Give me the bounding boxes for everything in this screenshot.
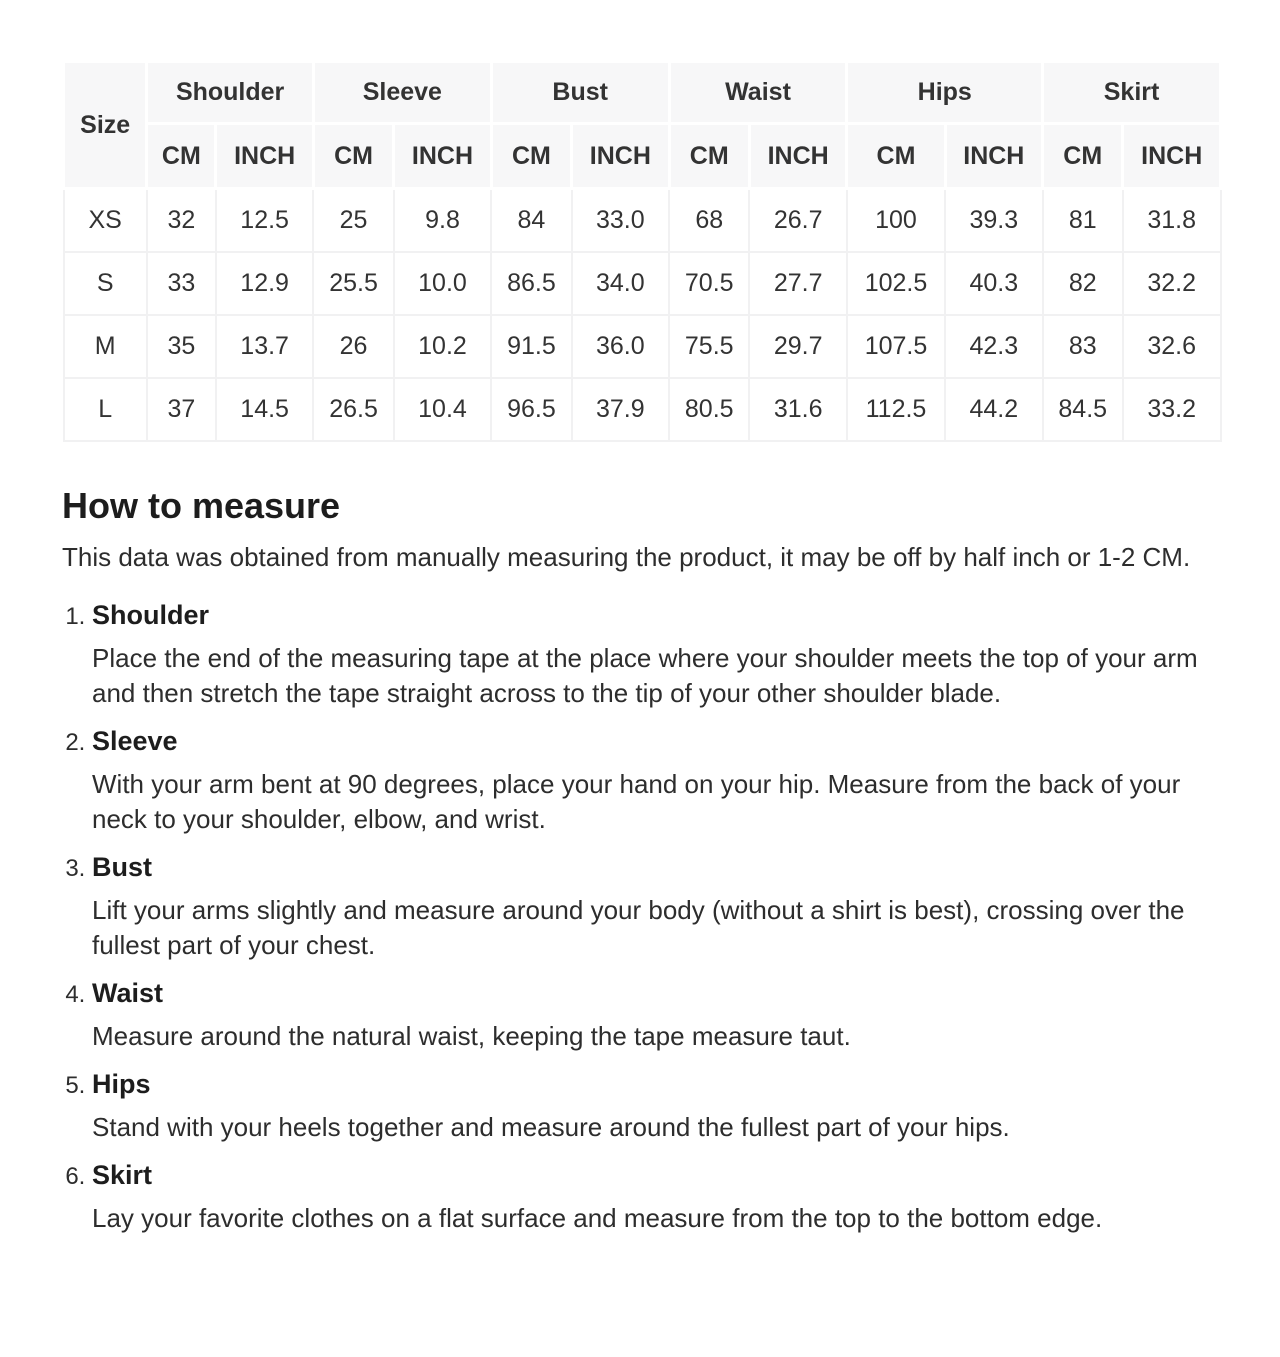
measurement-cell: 25.5 <box>313 252 393 315</box>
instruction-text: Stand with your heels together and measure around the fullest part of your hips. <box>92 1111 1010 1142</box>
instruction-item <box>92 975 1222 1054</box>
measurement-cell: 33 <box>147 252 216 315</box>
measurement-cell: 33.2 <box>1123 378 1221 441</box>
intro-text: This data was obtained from manually measuring the product, it may be off by half inch or 1-2 CM. <box>62 541 1191 572</box>
size-cell: XS <box>64 189 147 252</box>
measurement-cell: 36.0 <box>572 315 670 378</box>
unit-header-cm: CM <box>313 124 393 189</box>
measurement-cell: 44.2 <box>945 378 1043 441</box>
size-cell: L <box>64 378 147 441</box>
unit-header-inch: INCH <box>216 124 314 189</box>
measurement-cell: 26.5 <box>313 378 393 441</box>
unit-header-inch: INCH <box>1123 124 1221 189</box>
measurement-cell: 25 <box>313 189 393 252</box>
table-row <box>64 378 1221 441</box>
units-header-row <box>64 124 1221 189</box>
instruction-item <box>92 723 1222 837</box>
column-header-hips: Hips <box>847 62 1043 124</box>
measurement-cell: 40.3 <box>945 252 1043 315</box>
unit-header-inch: INCH <box>394 124 492 189</box>
column-header-bust: Bust <box>491 62 669 124</box>
table-row <box>64 315 1221 378</box>
measurement-cell: 70.5 <box>669 252 749 315</box>
measurement-cell: 32.6 <box>1123 315 1221 378</box>
measurement-cell: 81 <box>1043 189 1123 252</box>
table-row <box>64 189 1221 252</box>
measurement-cell: 12.5 <box>216 189 314 252</box>
measurement-cell: 10.2 <box>394 315 492 378</box>
measurement-cell: 86.5 <box>491 252 571 315</box>
measurement-cell: 84.5 <box>1043 378 1123 441</box>
instruction-title: 1. Shoulder <box>92 599 210 630</box>
column-header-skirt: Skirt <box>1043 62 1221 124</box>
unit-header-inch: INCH <box>572 124 670 189</box>
instructions-list <box>62 597 1222 1236</box>
measurement-cell: 91.5 <box>491 315 571 378</box>
instruction-text: Lay your favorite clothes on a flat surface and measure from the top to the bottom edge. <box>92 1202 1103 1233</box>
unit-header-cm: CM <box>147 124 216 189</box>
instruction-item <box>92 1157 1222 1236</box>
measurement-cell: 37.9 <box>572 378 670 441</box>
column-header-size: Size <box>64 62 147 189</box>
instruction-item <box>92 597 1222 711</box>
column-header-waist: Waist <box>669 62 847 124</box>
measurement-cell: 107.5 <box>847 315 945 378</box>
size-chart-table <box>62 60 1222 442</box>
measurement-cell: 102.5 <box>847 252 945 315</box>
measurement-cell: 112.5 <box>847 378 945 441</box>
measurement-cell: 83 <box>1043 315 1123 378</box>
measurement-cell: 29.7 <box>749 315 847 378</box>
measurement-cell: 14.5 <box>216 378 314 441</box>
measurement-cell: 35 <box>147 315 216 378</box>
measurement-cell: 10.0 <box>394 252 492 315</box>
measurement-cell: 32.2 <box>1123 252 1221 315</box>
column-header-shoulder: Shoulder <box>147 62 314 124</box>
measurement-cell: 37 <box>147 378 216 441</box>
measurement-cell: 39.3 <box>945 189 1043 252</box>
measurement-cell: 80.5 <box>669 378 749 441</box>
column-header-sleeve: Sleeve <box>313 62 491 124</box>
measurement-cell: 9.8 <box>394 189 492 252</box>
measurement-cell: 82 <box>1043 252 1123 315</box>
measurement-cell: 31.6 <box>749 378 847 441</box>
measurement-cell: 96.5 <box>491 378 571 441</box>
measurement-cell: 34.0 <box>572 252 670 315</box>
instruction-title: 6. Skirt <box>92 1159 153 1190</box>
measurement-cell: 10.4 <box>394 378 492 441</box>
measurement-cell: 68 <box>669 189 749 252</box>
instruction-title: 4. Waist <box>92 977 164 1008</box>
measurement-cell: 84 <box>491 189 571 252</box>
measurement-cell: 75.5 <box>669 315 749 378</box>
instruction-item <box>92 1066 1222 1145</box>
measurement-cell: 100 <box>847 189 945 252</box>
measurement-cell: 31.8 <box>1123 189 1221 252</box>
size-chart-header <box>64 62 1221 189</box>
size-chart-body <box>64 189 1221 441</box>
instruction-title: 2. Sleeve <box>92 725 178 756</box>
unit-header-cm: CM <box>491 124 571 189</box>
instruction-title: 3. Bust <box>92 851 152 882</box>
measurement-cell: 27.7 <box>749 252 847 315</box>
how-to-measure-heading: How to measure <box>62 484 341 526</box>
instruction-text: Measure around the natural waist, keeping the tape measure taut. <box>92 1020 851 1051</box>
unit-header-inch: INCH <box>749 124 847 189</box>
unit-header-inch: INCH <box>945 124 1043 189</box>
instruction-text: Place the end of the measuring tape at the place where your shoulder meets the top of your arm and then stretch the tape straight across to the tip of your other shoulder blade. <box>92 642 1198 708</box>
unit-header-cm: CM <box>669 124 749 189</box>
measurement-cell: 32 <box>147 189 216 252</box>
instruction-title: 5. Hips <box>92 1068 151 1099</box>
measurement-cell: 42.3 <box>945 315 1043 378</box>
size-cell: M <box>64 315 147 378</box>
measurement-cell: 33.0 <box>572 189 670 252</box>
unit-header-cm: CM <box>1043 124 1123 189</box>
instruction-text: With your arm bent at 90 degrees, place your hand on your hip. Measure from the back of your neck to your shoulder, elbow, and wrist. <box>92 768 1181 834</box>
measurement-cell: 26.7 <box>749 189 847 252</box>
instruction-text: Lift your arms slightly and measure around your body (without a shirt is best), crossing over the fullest part of your chest. <box>92 894 1185 960</box>
unit-header-cm: CM <box>847 124 945 189</box>
measurement-cell: 12.9 <box>216 252 314 315</box>
group-header-row <box>64 62 1221 124</box>
instruction-item <box>92 849 1222 963</box>
measurement-cell: 13.7 <box>216 315 314 378</box>
size-cell: S <box>64 252 147 315</box>
table-row <box>64 252 1221 315</box>
measurement-cell: 26 <box>313 315 393 378</box>
